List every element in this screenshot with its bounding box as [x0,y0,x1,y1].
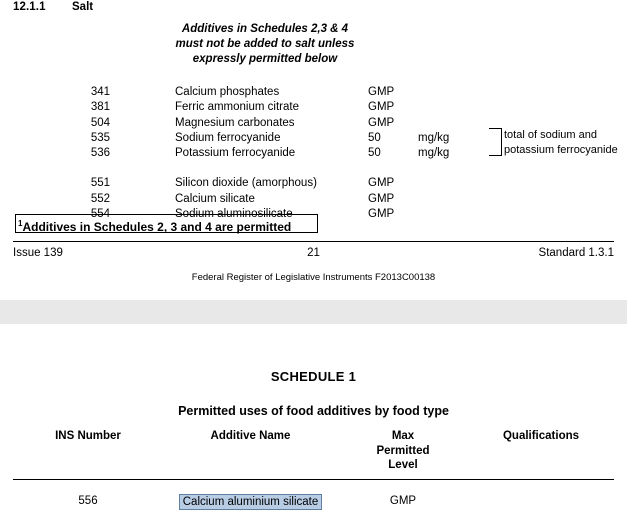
max-header-line-1: Max [391,430,415,442]
additive-name: Sodium ferrocyanide [175,131,281,144]
spacer-row [13,479,614,494]
additive-unit [418,116,488,131]
additive-unit [418,85,488,100]
additive-unit: mg/kg [418,131,450,144]
spacer-cell [110,85,175,100]
highlighted-additive-name[interactable]: Calcium aluminium silicate [179,494,322,510]
additive-max: GMP [368,86,395,98]
footer-standard: Standard 1.3.1 [538,247,614,259]
row-qualifications [468,494,614,510]
additive-max: 50 [368,147,381,160]
permitted-additives-text: Additives in Schedules 2, 3 and 4 are permitted [22,220,292,234]
ferrocyanide-bracket-label: total of sodium and potassium ferrocyanide [504,129,618,156]
table-row [0,176,627,191]
additive-ins: 504 [90,116,110,129]
additive-max: 50 [368,131,381,144]
additive-unit [418,176,488,191]
spacer-cell [110,116,175,131]
column-header-max-permitted-level [338,429,468,473]
additive-ins: 552 [90,192,110,205]
additive-note [488,192,627,207]
spacer-cell [110,146,175,161]
footer-register-line: Federal Register of Legislative Instruments F2013C00138 [191,272,436,283]
additive-max: GMP [368,101,395,114]
spacer-cell [110,192,175,207]
salt-additive-note: Additives in Schedules 2,3 & 4 must not be added to salt unless expressly permitted below [175,23,355,66]
additive-ins: 341 [90,86,110,98]
page-separator [0,300,627,324]
footnote-marker: 1 [18,219,23,228]
additive-max: GMP [368,192,395,205]
additive-name: Calcium silicate [175,192,255,205]
additive-ins: 536 [90,147,110,160]
additive-name: Sodium aluminosilicate [175,208,293,221]
ferrocyanide-bracket [489,128,502,156]
additive-ins: 381 [90,101,110,114]
additive-note [488,100,627,115]
additive-note [488,85,627,100]
schedule-subtitle: Permitted uses of food additives by food type [178,404,449,418]
additive-note [488,176,627,191]
spacer-cell [0,161,627,176]
additive-note [488,207,627,222]
spacer-cell [110,100,175,115]
additive-ins: 551 [90,177,110,190]
column-header-ins-number: INS Number [55,430,121,442]
spacer-cell [13,479,614,494]
column-header-additive-name: Additive Name [210,430,291,442]
section-number: 12.1.1 [13,1,46,13]
additive-ins: 554 [90,208,110,221]
additive-name: Magnesium carbonates [175,116,295,129]
additive-max: GMP [368,177,395,190]
additive-unit: mg/kg [418,147,450,160]
table-row [13,494,614,510]
spacer-cell [110,176,175,191]
row-max-level: GMP [389,495,417,507]
footer-divider [13,241,614,242]
additive-name: Calcium phosphates [175,86,280,98]
additive-unit [418,192,488,207]
column-header-qualifications: Qualifications [502,430,580,442]
table-header-row [13,429,614,473]
additive-max: GMP [368,208,395,221]
additive-max: GMP [368,116,395,129]
table-row [0,100,627,115]
page-2-fragment [0,324,627,506]
spacer-row [0,161,627,176]
permitted-additives-box [15,214,318,233]
row-ins-number: 556 [78,495,98,507]
footer-page-number: 21 [307,247,320,259]
table-row [0,85,627,100]
additive-ins: 535 [90,131,110,144]
max-header-line-2: Permitted [376,444,430,457]
max-header-line-3: Level [388,459,418,471]
additive-name: Silicon dioxide (amorphous) [175,177,317,190]
schedule-1-table [13,429,614,510]
footer-issue: Issue 139 [13,247,63,259]
additive-unit [418,207,488,222]
section-title: Salt [72,1,94,13]
row-additive-name-cell [163,494,338,510]
table-row [0,192,627,207]
schedule-title: SCHEDULE 1 [270,369,357,384]
additive-unit [418,100,488,115]
spacer-cell [110,131,175,146]
additive-name: Potassium ferrocyanide [175,147,296,160]
additive-name: Ferric ammonium citrate [175,101,299,114]
